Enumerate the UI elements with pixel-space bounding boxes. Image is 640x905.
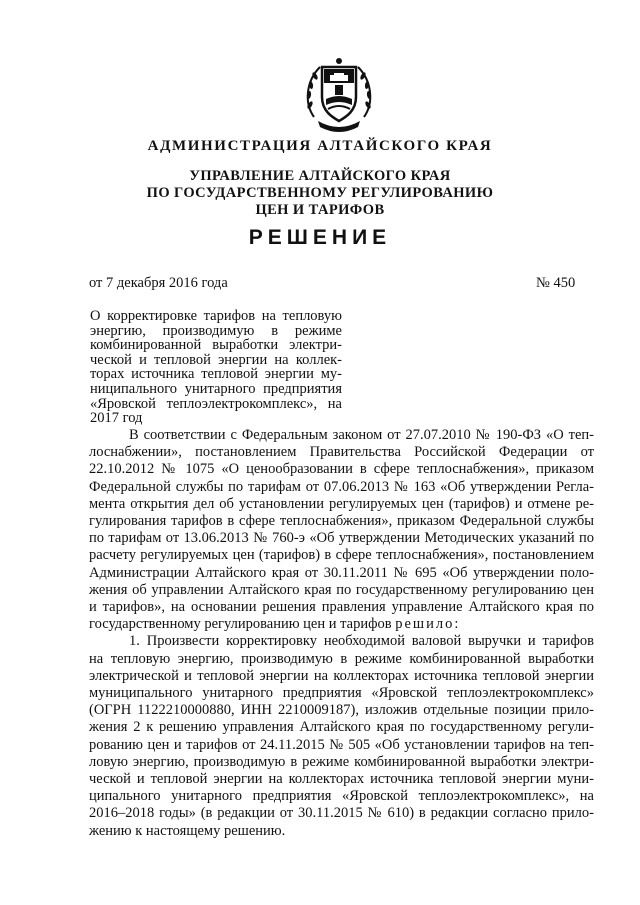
body-line: муниципального унитарного предприятия «Яровской теплоэлектрокомплекс» bbox=[89, 685, 594, 702]
body-line: 22.10.2012 № 1075 «О ценообразовании в сфере теплоснабжения», приказом bbox=[89, 461, 594, 478]
department-title bbox=[0, 168, 640, 219]
body-line: электрической и тепловой энергии на коллекторах источника тепловой энергии bbox=[89, 667, 594, 684]
subject-line: ниципального унитарного предприятия bbox=[90, 380, 342, 397]
body-line: и тарифов», на основании решения правления управление Алтайского края по bbox=[89, 599, 594, 616]
body-line: (ОГРН 1122210000880, ИНН 2210009187), изложив отдельные позиции прило- bbox=[89, 702, 594, 719]
decision-title: РЕШЕНИЕ bbox=[248, 226, 392, 249]
body-line: государственному регулированию цен и тарифов bbox=[89, 616, 392, 633]
body-line: по тарифам от 13.06.2013 № 760-э «Об утверждении Методических указаний по bbox=[89, 530, 594, 547]
coat-of-arms-icon bbox=[300, 55, 378, 137]
body-line: ческой и тепловой энергии на коллекторах источника тепловой энергии муни- bbox=[89, 771, 594, 788]
decision-number: № 450 bbox=[536, 275, 576, 291]
administration-title: АДМИНИСТРАЦИЯ АЛТАЙСКОГО КРАЯ bbox=[147, 138, 493, 154]
body-line: рованию цен и тарифов от 24.11.2015 № 505 «Об установлении тарифов на теп- bbox=[89, 736, 594, 753]
subject-line: О корректировке тарифов на тепловую bbox=[90, 308, 342, 324]
body-line: расчету регулируемых цен (тарифов) в сфере теплоснабжения», постановлением bbox=[89, 547, 594, 564]
body-line: жения 2 к решению управления Алтайского края по государственному регули- bbox=[89, 719, 594, 736]
body-line: Федеральной службы по тарифам от 07.06.2013 № 163 «Об утверждении Регла- bbox=[89, 478, 594, 495]
body-line: Администрации Алтайского края от 30.11.2011 № 695 «Об утверждении поло- bbox=[89, 564, 594, 581]
body-line: лоснабжении», постановлением Правительства Российской Федерации от bbox=[89, 444, 594, 461]
department-line: УПРАВЛЕНИЕ АЛТАЙСКОГО КРАЯ bbox=[189, 168, 451, 184]
body-line: гулирования тарифов в сфере теплоснабжения», приказом Федеральной службы bbox=[89, 513, 594, 530]
subject-line: энергию, производимую в режиме bbox=[90, 322, 342, 339]
department-line: ЦЕН И ТАРИФОВ bbox=[255, 202, 385, 218]
body-line: 1. Произвести корректировку необходимой валовой выручки и тарифов bbox=[129, 633, 594, 650]
subject-line: комбинированной выработки электри- bbox=[90, 337, 342, 354]
subject-line: «Яровской теплоэлектрокомплекс», на bbox=[90, 395, 342, 412]
department-line: ПО ГОСУДАРСТВЕННОМУ РЕГУЛИРОВАНИЮ bbox=[146, 185, 494, 201]
decision-subject bbox=[90, 309, 342, 426]
subject-line: 2017 год bbox=[90, 410, 143, 427]
body-line: 2016–2018 годы» (в редакции от 30.11.2015 № 610) в редакции согласно прило- bbox=[89, 805, 594, 822]
body-line: жению к настоящему решению. bbox=[89, 822, 286, 839]
body-line: ловую энергию, производимую в режиме комбинированной выработки электри- bbox=[89, 753, 594, 770]
decision-date: от 7 декабря 2016 года bbox=[89, 275, 228, 291]
body-line-decided bbox=[89, 616, 594, 633]
body-line: жения об управлении Алтайского края по государственному регулированию цен bbox=[89, 581, 594, 598]
decided-word: решило: bbox=[395, 616, 461, 633]
subject-line: ческой и тепловой энергии на коллек- bbox=[90, 351, 342, 368]
body-line: В соответствии с Федеральным законом от 27.07.2010 № 190-ФЗ «О теп- bbox=[129, 427, 594, 443]
body-line: мента открытия дел об установлении регулируемых цен (тарифов) и отмене ре- bbox=[89, 495, 594, 512]
decision-body bbox=[89, 427, 594, 840]
body-line: на тепловую энергию, производимую в режиме комбинированной выработки bbox=[89, 650, 594, 667]
body-line: ципального унитарного предприятия «Яровской теплоэлектрокомплекс», на bbox=[89, 788, 594, 805]
subject-line: торах источника тепловой энергии му- bbox=[90, 366, 342, 383]
